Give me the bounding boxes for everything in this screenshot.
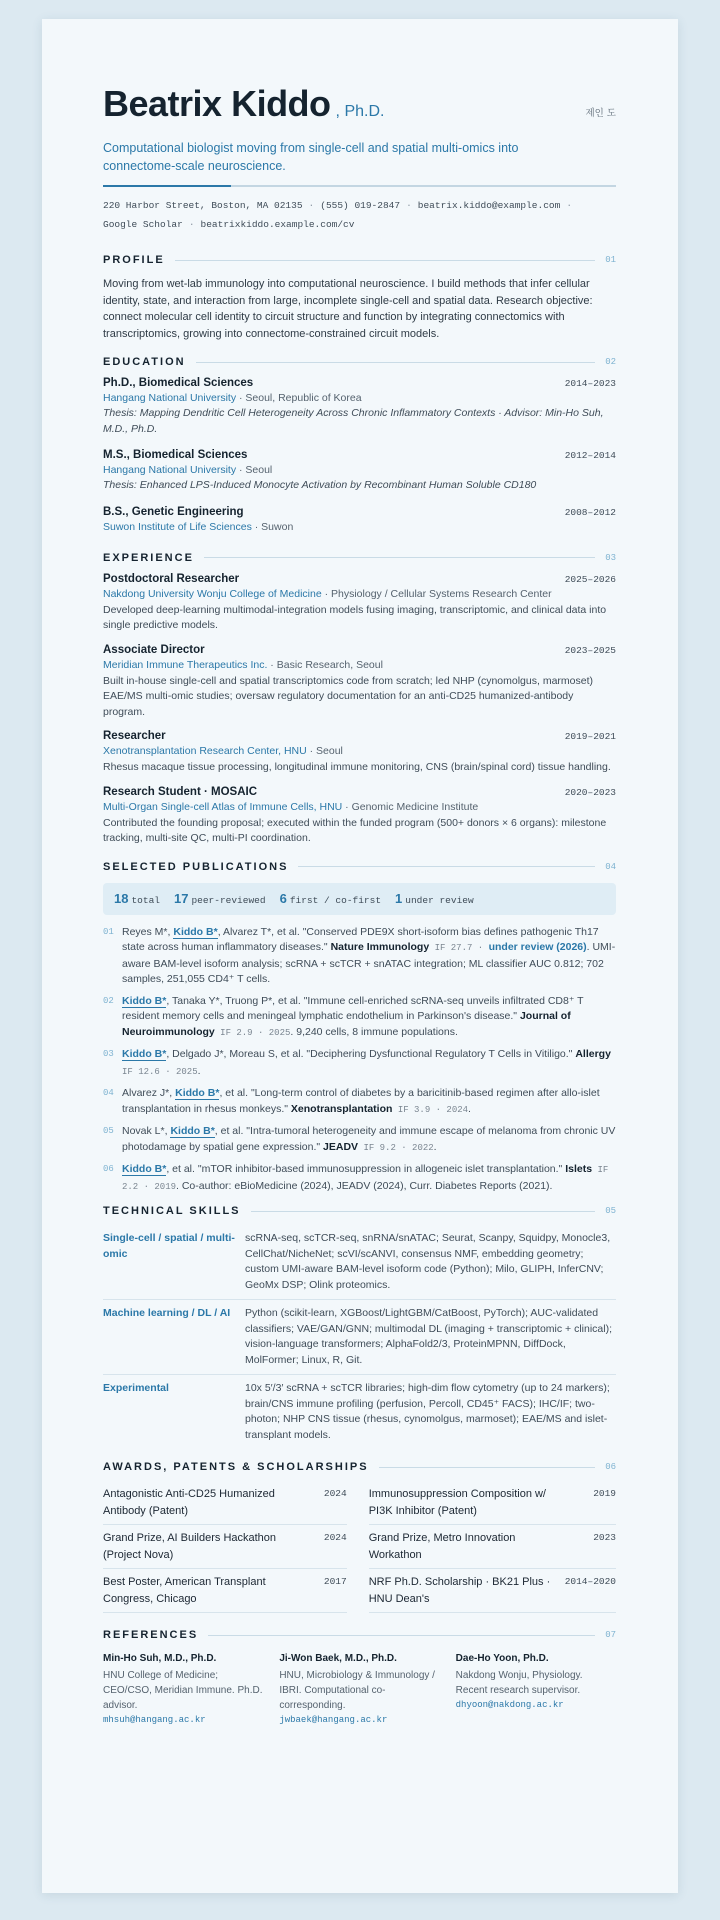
impact-factor: IF 3.9 · 2024: [392, 1104, 469, 1115]
stat-first-author: 6 first / co-first: [279, 890, 382, 906]
employer-place: · Seoul: [306, 745, 343, 757]
profile-section-header: [103, 254, 616, 266]
publication-number: 06: [103, 1164, 114, 1174]
entry-dates: 2014–2023: [564, 378, 616, 389]
role-description: Built in-house single-cell and spatial transcriptomics code from scratch; led NHP (cynomolgus, marmoset) EAE/MS multi-omic studies; oversaw regulatory documentation for an anti-CD25 humanized-antibody program.: [103, 674, 593, 718]
publication-citation: Kiddo B*, Delgado J*, Moreau S, et al. "Deciphering Dysfunctional Regulatory T Cells in Vitiligo." Allergy IF 12.6 · 2025.: [122, 1048, 611, 1077]
employer-place: · Genomic Medicine Institute: [342, 800, 479, 813]
employer-name: Meridian Immune Therapeutics Inc.: [103, 658, 268, 671]
employer: [103, 586, 616, 602]
skill-category: Machine learning / DL / AI: [103, 1307, 231, 1319]
self-author: Kiddo B*: [122, 1048, 167, 1060]
publication-number: 05: [103, 1126, 114, 1136]
website-link[interactable]: beatrixkiddo.example.com/cv: [200, 219, 355, 230]
degree-title: Ph.D., Biomedical Sciences: [103, 377, 254, 389]
reference-email[interactable]: mhsuh@hangang.ac.kr: [103, 1715, 206, 1725]
section-title: TECHNICAL SKILLS: [103, 1205, 241, 1217]
education-list: [103, 377, 616, 535]
institution-name: Hangang National University: [103, 464, 237, 476]
stat-under-review: 1 under review: [395, 890, 474, 906]
skill-items: 10x 5′/3′ scRNA + scTCR libraries; high-dim flow cytometry (up to 24 markers); brain/CNS immune profiling (perfusion, Percoll, CD45⁺ FACS); IHC/IF; two-photon; NHP CNS tissue (rhesus, cynomolgus, marmoset); EAE/MS and islet-transplant models.: [245, 1382, 610, 1441]
publication-item: [103, 994, 616, 1042]
section-title: PROFILE: [103, 254, 165, 266]
institution-name: Hangang National University: [103, 392, 237, 404]
thesis: Thesis: Mapping Dendritic Cell Heterogeneity Across Chronic Inflammatory Contexts · Advisor: Min-Ho Suh, M.D., Ph.D.: [103, 407, 604, 435]
journal-name: Journal of Neuroimmunology: [122, 1010, 571, 1038]
impact-factor: IF 2.2 · 2019: [122, 1165, 609, 1192]
reference-email[interactable]: dhyoon@nakdong.ac.kr: [455, 1700, 564, 1710]
publication-item: [103, 1047, 616, 1080]
self-author: Kiddo B*: [173, 925, 218, 938]
impact-factor: IF 2.9 · 2025: [214, 1027, 291, 1038]
publication-number: 03: [103, 1049, 114, 1059]
separator: ·: [566, 200, 573, 211]
award-year: 2014–2020: [564, 1576, 616, 1587]
entry-dates: 2008–2012: [564, 506, 616, 518]
header: [103, 83, 616, 125]
role-title: Postdoctoral Researcher: [103, 572, 240, 585]
journal-name: Allergy: [575, 1048, 611, 1060]
section-divider: [379, 1467, 596, 1468]
reference-item: [279, 1653, 439, 1725]
section-divider: [208, 1635, 595, 1636]
degree-title: B.S., Genetic Engineering: [103, 505, 244, 518]
role-title: Research Student · MOSAIC: [103, 785, 257, 798]
skill-items: scRNA-seq, scTCR-seq, snRNA/snATAC; Seurat, Scanpy, Squidpy, Monocle3, CellChat/NicheNet; scVI/scANVI, consensus NMF, embedding geometry; custom UMI-aware BAM-level isoform code (Python); Milo, GLIPH, InferCNV; GeoMx DSP; Olink proteomics.: [245, 1232, 611, 1291]
experience-entry: [103, 644, 616, 721]
publication-stats: [103, 883, 616, 915]
award-item: [103, 1481, 347, 1525]
publication-item: [103, 1124, 616, 1156]
award-title: Best Poster, American Transplant Congress, Chicago: [103, 1576, 266, 1605]
impact-factor: IF 9.2 · 2022: [358, 1142, 434, 1153]
experience-entry: [103, 730, 616, 776]
publication-citation: Kiddo B*, Tanaka Y*, Truong P*, et al. "Immune cell-enriched scRNA-seq unveils infiltrated CD8⁺ T resident memory cells and meningeal lymphatic endothelium in Parkinson's disease." Journal of Neuroimmunology IF 2.9 · 2025. 9,240 cells, 8 immune populations.: [122, 994, 584, 1038]
section-title: AWARDS, PATENTS & SCHOLARSHIPS: [103, 1461, 369, 1473]
experience-entry: [103, 573, 616, 634]
skills-section-header: [103, 1205, 616, 1217]
section-number: 03: [605, 552, 616, 563]
phone[interactable]: (555) 019-2847: [320, 200, 401, 211]
role-description: Rhesus macaque tissue processing, longitudinal immune monitoring, CNS (brain/spinal cord) tissue handling.: [103, 761, 611, 773]
separator: ·: [188, 219, 195, 230]
section-title: EDUCATION: [103, 356, 186, 368]
section-title: SELECTED PUBLICATIONS: [103, 860, 289, 873]
award-year: 2023: [593, 1532, 616, 1543]
award-item: [369, 1525, 616, 1569]
education-section-header: [103, 356, 616, 368]
employer-name: Xenotransplantation Research Center, HNU: [103, 745, 307, 757]
section-divider: [175, 260, 596, 261]
role-title: Researcher: [103, 730, 166, 742]
section-divider: [298, 866, 595, 867]
publication-list: [103, 925, 616, 1196]
reference-email[interactable]: jwbaek@hangang.ac.kr: [279, 1715, 388, 1725]
employer-place: · Physiology / Cellular Systems Research Center: [321, 587, 552, 600]
reference-description: HNU College of Medicine; CEO/CSO, Meridian Immune. Ph.D. advisor.: [103, 1670, 263, 1711]
self-author: Kiddo B*: [175, 1087, 220, 1099]
award-item: [369, 1569, 616, 1613]
role-title: Associate Director: [103, 643, 205, 656]
awards-section-header: [103, 1461, 616, 1473]
contact-line-1: [103, 196, 616, 215]
self-author: Kiddo B*: [122, 994, 167, 1007]
degree-title: M.S., Biomedical Sciences: [103, 449, 248, 461]
reference-description: Nakdong Wonju, Physiology. Recent research supervisor.: [455, 1670, 583, 1696]
reference-item: [103, 1653, 263, 1725]
publication-citation: Novak L*, Kiddo B*, et al. "Intra-tumoral heterogeneity and immune escape of melanoma from chronic UV photodamage by spatial gene expression." JEADV IF 9.2 · 2022.: [122, 1125, 616, 1153]
contact-line-2: [103, 215, 616, 234]
role-description: Developed deep-learning multimodal-integration models fusing imaging, transcriptomic, and clinical data into single predictive models.: [103, 603, 607, 631]
institution: [103, 390, 616, 406]
skill-items: Python (scikit-learn, XGBoost/LightGBM/CatBoost, PyTorch); AUC-validated classifiers; VAE/GAN/GNN; multimodal DL (imaging + transcriptomic + clinical); vision-language transformers; AlphaFold2/3, ProteinMPNN, DiffDock, MolFormer; Linux, R, Git.: [245, 1307, 613, 1366]
award-item: [369, 1481, 616, 1525]
header-rule: [103, 185, 616, 187]
section-number: 06: [605, 1462, 616, 1472]
journal-name: JEADV: [323, 1140, 359, 1153]
institution-place: · Seoul, Republic of Korea: [236, 392, 362, 404]
institution: [103, 519, 616, 535]
award-title: Immunosuppression Composition w/ PI3K Inhibitor (Patent): [368, 1488, 546, 1517]
separator: ·: [406, 200, 412, 211]
education-entry: [103, 449, 616, 494]
self-author: Kiddo B*: [170, 1125, 215, 1137]
skill-category: Experimental: [103, 1382, 169, 1394]
publication-number: 04: [103, 1088, 114, 1098]
institution: [103, 462, 616, 478]
reference-name: Min-Ho Suh, M.D., Ph.D.: [103, 1653, 217, 1664]
experience-list: [103, 573, 616, 847]
full-name: Beatrix Kiddo: [103, 83, 331, 124]
section-divider: [251, 1211, 596, 1212]
award-year: 2017: [323, 1576, 347, 1587]
reference-name: Ji-Won Baek, M.D., Ph.D.: [279, 1653, 397, 1664]
publication-item: [103, 1086, 616, 1118]
separator: ·: [308, 200, 315, 211]
section-number: 01: [605, 255, 616, 265]
award-year: 2024: [323, 1488, 347, 1499]
employer: [103, 799, 616, 815]
skill-category: Single-cell / spatial / multi-omic: [103, 1232, 235, 1260]
publication-citation: Kiddo B*, et al. "mTOR inhibitor-based immunosuppression in allogeneic islet transplantation." Islets IF 2.2 · 2019. Co-author: eBioMedicine (2024), JEADV (2024), Curr. Diabetes Reports (2021).: [122, 1163, 609, 1192]
employer-place: · Basic Research, Seoul: [267, 658, 383, 671]
skill-row: [103, 1375, 616, 1449]
section-title: EXPERIENCE: [103, 551, 194, 564]
publications-section-header: [103, 861, 616, 873]
institution-name: Suwon Institute of Life Sciences: [103, 520, 252, 533]
award-year: 2024: [323, 1532, 347, 1543]
stat-peer-reviewed: 17 peer-reviewed: [173, 890, 266, 906]
experience-entry: [103, 786, 616, 847]
employer: [103, 743, 616, 759]
section-number: 07: [605, 1630, 616, 1640]
degree-suffix: , Ph.D.: [335, 103, 385, 120]
tagline: Computational biologist moving from single-cell and spatial multi-omics into connectome-scale neuroscience.: [103, 141, 519, 173]
entry-dates: 2020–2023: [564, 786, 616, 798]
skill-row: [103, 1300, 616, 1375]
publication-number: 02: [103, 995, 114, 1006]
institution-place: · Seoul: [236, 464, 273, 476]
award-title: Antagonistic Anti-CD25 Humanized Antibody (Patent): [103, 1488, 275, 1517]
reference-description: HNU, Microbiology & Immunology / IBRI. Computational co-corresponding.: [279, 1670, 435, 1711]
profile-text: Moving from wet-lab immunology into computational neuroscience. I build methods that infer cellular identity, state, and interaction from large, incomplete single-cell and spatial data. Research objective: connect molecular cell identity to circuit structure and function by integrating connectomics with transcriptomics, growing into connectome-constrained circuit models.: [103, 278, 593, 340]
entry-dates: 2019–2021: [564, 731, 616, 742]
publication-number: 01: [103, 926, 114, 937]
award-title: NRF Ph.D. Scholarship · BK21 Plus · HNU Dean's: [368, 1576, 551, 1605]
impact-factor: IF 27.7 ·: [429, 943, 489, 953]
section-number: 02: [605, 357, 616, 367]
address: 220 Harbor Street, Boston, MA 02135: [103, 200, 303, 211]
role-description: Contributed the founding proposal; executed within the funded program (500+ donors × 6 organs): milestone tracking, multi-site QC, multi-PI coordination.: [103, 816, 607, 844]
publication-citation: Alvarez J*, Kiddo B*, et al. "Long-term control of diabetes by a baricitinib-based regimen after allo-islet transplantation in rhesus monkeys." Xenotransplantation IF 3.9 · 2024.: [122, 1087, 600, 1115]
entry-dates: 2023–2025: [564, 644, 616, 656]
journal-name: Nature Immunology: [330, 941, 430, 953]
award-title: Grand Prize, AI Builders Hackathon (Project Nova): [103, 1532, 277, 1561]
reference-item: [456, 1653, 616, 1725]
experience-section-header: [103, 552, 616, 564]
awards-grid: [103, 1481, 616, 1613]
self-author: Kiddo B*: [122, 1163, 167, 1175]
reference-name: Dae-Ho Yoon, Ph.D.: [455, 1653, 549, 1664]
employer-name: Multi-Organ Single-cell Atlas of Immune Cells, HNU: [103, 800, 343, 813]
references-section-header: [103, 1629, 616, 1641]
publication-item: [103, 925, 616, 988]
institution-place: · Suwon: [251, 520, 294, 533]
entry-dates: 2025–2026: [564, 573, 616, 585]
journal-name: Islets: [565, 1163, 593, 1175]
award-year: 2019: [593, 1488, 616, 1499]
education-entry: [103, 506, 616, 535]
section-title: REFERENCES: [103, 1629, 199, 1641]
award-item: [103, 1569, 347, 1613]
entry-dates: 2012–2014: [564, 450, 616, 461]
korean-name: 제인 도: [585, 108, 616, 119]
section-divider: [204, 557, 595, 558]
section-number: 05: [605, 1206, 616, 1216]
publication-citation: Reyes M*, Kiddo B*, Alvarez T*, et al. "Conserved PDE9X short-isoform bias defines pathogenic Th17 state across human inflammatory diseases." Nature Immunology IF 27.7 · under review (2026). UMI-aware BAM-level isoform analysis; scRNA + scTCR + snATAC integration; ML classifier AUC 0.812; 702 samples, 251,055 CD4⁺ T cells.: [122, 925, 616, 985]
journal-name: Xenotransplantation: [290, 1102, 393, 1115]
employer-name: Nakdong University Wonju College of Medicine: [103, 587, 322, 600]
email-link[interactable]: beatrix.kiddo@example.com: [417, 200, 561, 211]
section-number: 04: [605, 861, 616, 872]
references-list: [103, 1653, 616, 1725]
section-divider: [196, 362, 596, 363]
resume-page: [42, 19, 678, 1893]
award-title: Grand Prize, Metro Innovation Workathon: [368, 1532, 516, 1561]
contact-info: [103, 196, 616, 234]
employer: [103, 657, 616, 673]
publication-item: [103, 1162, 616, 1195]
skills-table: [103, 1225, 616, 1449]
thesis: Thesis: Enhanced LPS-Induced Monocyte Activation by Recombinant Human Soluble CD180: [103, 479, 537, 491]
impact-factor: IF 12.6 · 2025: [122, 1066, 198, 1077]
skill-row: [103, 1225, 616, 1300]
review-status: under review (2026): [488, 941, 587, 953]
award-item: [103, 1525, 347, 1569]
stat-total: 18 total: [114, 890, 160, 906]
scholar-link[interactable]: Google Scholar: [103, 219, 183, 230]
education-entry: [103, 377, 616, 437]
